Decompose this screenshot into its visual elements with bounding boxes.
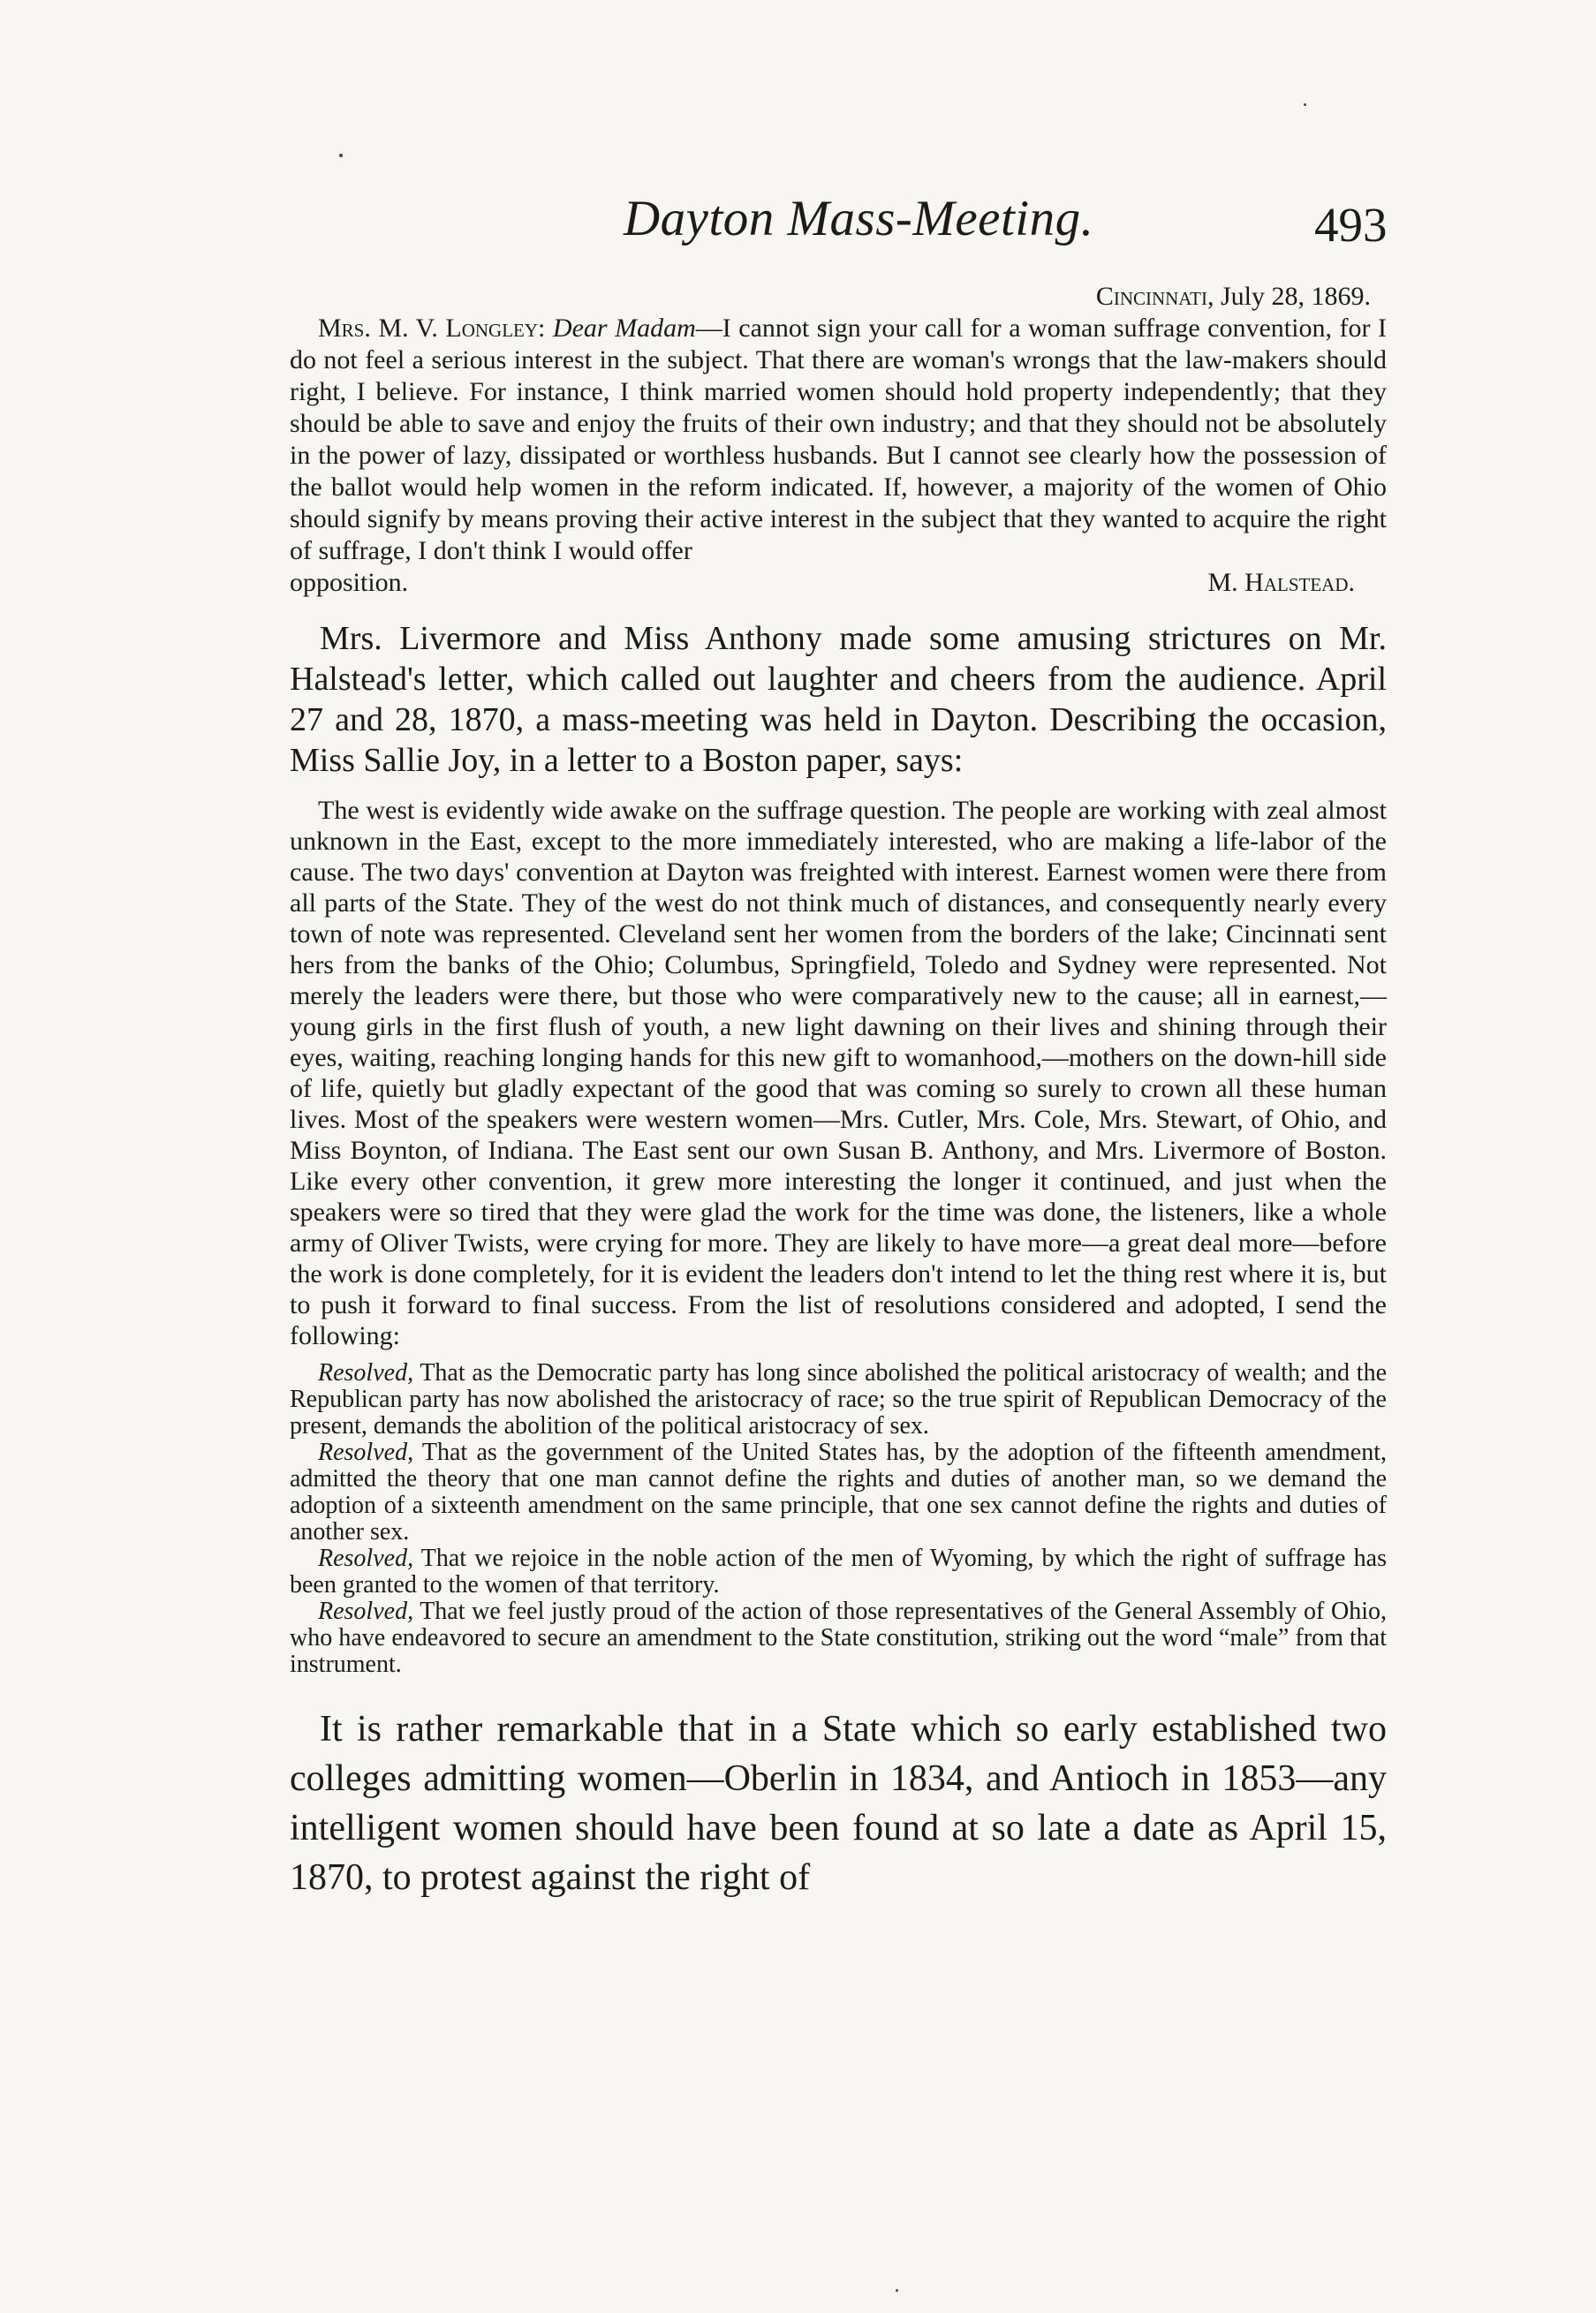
resolution-lead: Resolved, <box>318 1439 414 1466</box>
resolution-item <box>290 1360 1387 1440</box>
resolution-lead: Resolved, <box>318 1359 414 1387</box>
resolution-text: That we feel justly proud of the action of those representatives of the General Assembly of Ohio, who have endeavored to secure an amendment to the State constitution, striking out the word “male” from that instrument. <box>290 1598 1387 1678</box>
joy-letter-quote <box>290 795 1387 1351</box>
halstead-letter <box>290 281 1387 599</box>
resolution-text: That we rejoice in the noble action of the men of Wyoming, by which the right of suffrage has been granted to the women of that territory. <box>290 1545 1387 1599</box>
dateline-place: Cincinnati <box>1095 282 1207 311</box>
letter-body-paragraph <box>290 313 1387 567</box>
dateline-date: , July 28, 1869. <box>1206 282 1371 311</box>
resolutions-list <box>290 1360 1387 1678</box>
resolution-item <box>290 1599 1387 1678</box>
letter-closing-word: opposition. <box>290 568 409 597</box>
closing-paragraph <box>290 1705 1387 1902</box>
paper-speck <box>1304 103 1306 106</box>
resolution-lead: Resolved, <box>318 1545 414 1572</box>
letter-salutation-greeting: Dear Madam <box>552 314 696 343</box>
page-number: 493 <box>1314 198 1388 252</box>
quote-paragraph: The west is evidently wide awake on the suffrage question. The people are working with zeal almost unknown in the East, except to the more immediately interested, who are making a life-labor of the cause. The two days' convention at Dayton was freighted with interest. Earnest women were there from all parts of the State. They of the west do not think much of distances, and consequently nearly every town of note was represented. Cleveland sent her women from the borders of the lake; Cincinnati sent hers from the banks of the Ohio; Columbus, Springfield, Toledo and Sydney were represented. Not merely the leaders were there, but those who were comparatively new to the cause; all in earnest,—young girls in the first flush of youth, a new light dawning on their lives and shining through their eyes, waiting, reaching longing hands for this new gift to womanhood,—mothers on the down-hill side of life, quietly but gladly expectant of the good that was coming so surely to crown all these human lives. Most of the speakers were western women—Mrs. Cutler, Mrs. Cole, Mrs. Stewart, of Ohio, and Miss Boynton, of Indiana. The East sent our own Susan B. Anthony, and Mrs. Livermore of Boston. Like every other convention, it grew more interesting the longer it continued, and just when the speakers were so tired that they were glad the work for the time was done, the listeners, like a whole army of Oliver Twists, were crying for more. They are likely to have more—a great deal more—before the work is done completely, for it is evident the leaders don't intend to let the thing rest where it is, but to push it forward to final success. From the list of resolutions considered and adopted, I send the following: <box>290 796 1387 1350</box>
letter-salutation-sep: : <box>538 314 553 343</box>
running-title: Dayton Mass-Meeting. <box>624 191 1094 246</box>
page-header <box>0 190 1596 269</box>
letter-dateline <box>290 281 1387 313</box>
paper-speck <box>339 154 343 157</box>
resolution-text: That as the Democratic party has long since abolished the political aristocracy of wealth; and the Republican party has now abolished the aristocracy of race; so the true spirit of Republican Democracy of the present, demands the abolition of the political aristocracy of sex. <box>290 1359 1387 1440</box>
letter-body-text: —I cannot sign your call for a woman suffrage convention, for I do not feel a serious interest in the subject. That there are woman's wrongs that the law-makers should right, I believe. For instance, I think married women should hold property independently; that they should be able to save and enjoy the fruits of their own industry; and that they should not be absolutely in the power of lazy, dissipated or worthless husbands. But I cannot see clearly how the possession of the ballot would help women in the reform indicated. If, however, a majority of the women of Ohio should signify by means proving their active interest in the subject that they wanted to acquire the right of suffrage, I don't think I would offer <box>290 314 1388 565</box>
letter-signature: M. Halstead. <box>1207 568 1355 597</box>
resolution-lead: Resolved, <box>318 1598 414 1625</box>
narrative-text: Mrs. Livermore and Miss Anthony made some amusing strictures on Mr. Halstead's letter, which called out laughter and cheers from the audience. April 27 and 28, 1870, a mass-meeting was held in Dayton. Describing the occasion, Miss Sallie Joy, in a letter to a Boston paper, says: <box>290 620 1387 779</box>
letter-salutation-name: Mrs. M. V. Longley <box>318 314 539 343</box>
closing-text: It is rather remarkable that in a State which so early established two colleges admitting women—Oberlin in 1834, and Antioch in 1853—any intelligent women should have been found at so late a date as April 15, 1870, to protest against the right of <box>290 1709 1387 1898</box>
page-body <box>290 281 1387 1902</box>
letter-sign-line <box>290 567 1387 599</box>
paper-speck <box>896 2289 898 2292</box>
resolution-item <box>290 1546 1387 1599</box>
resolution-item <box>290 1440 1387 1546</box>
resolution-text: That as the government of the United States has, by the adoption of the fifteenth amendment, admitted the theory that one man cannot define the rights and duties of another man, so we demand the adoption of a sixteenth amendment on the same principle, that one sex cannot define the rights and duties of another sex. <box>290 1439 1387 1546</box>
narrative-paragraph <box>290 618 1387 781</box>
